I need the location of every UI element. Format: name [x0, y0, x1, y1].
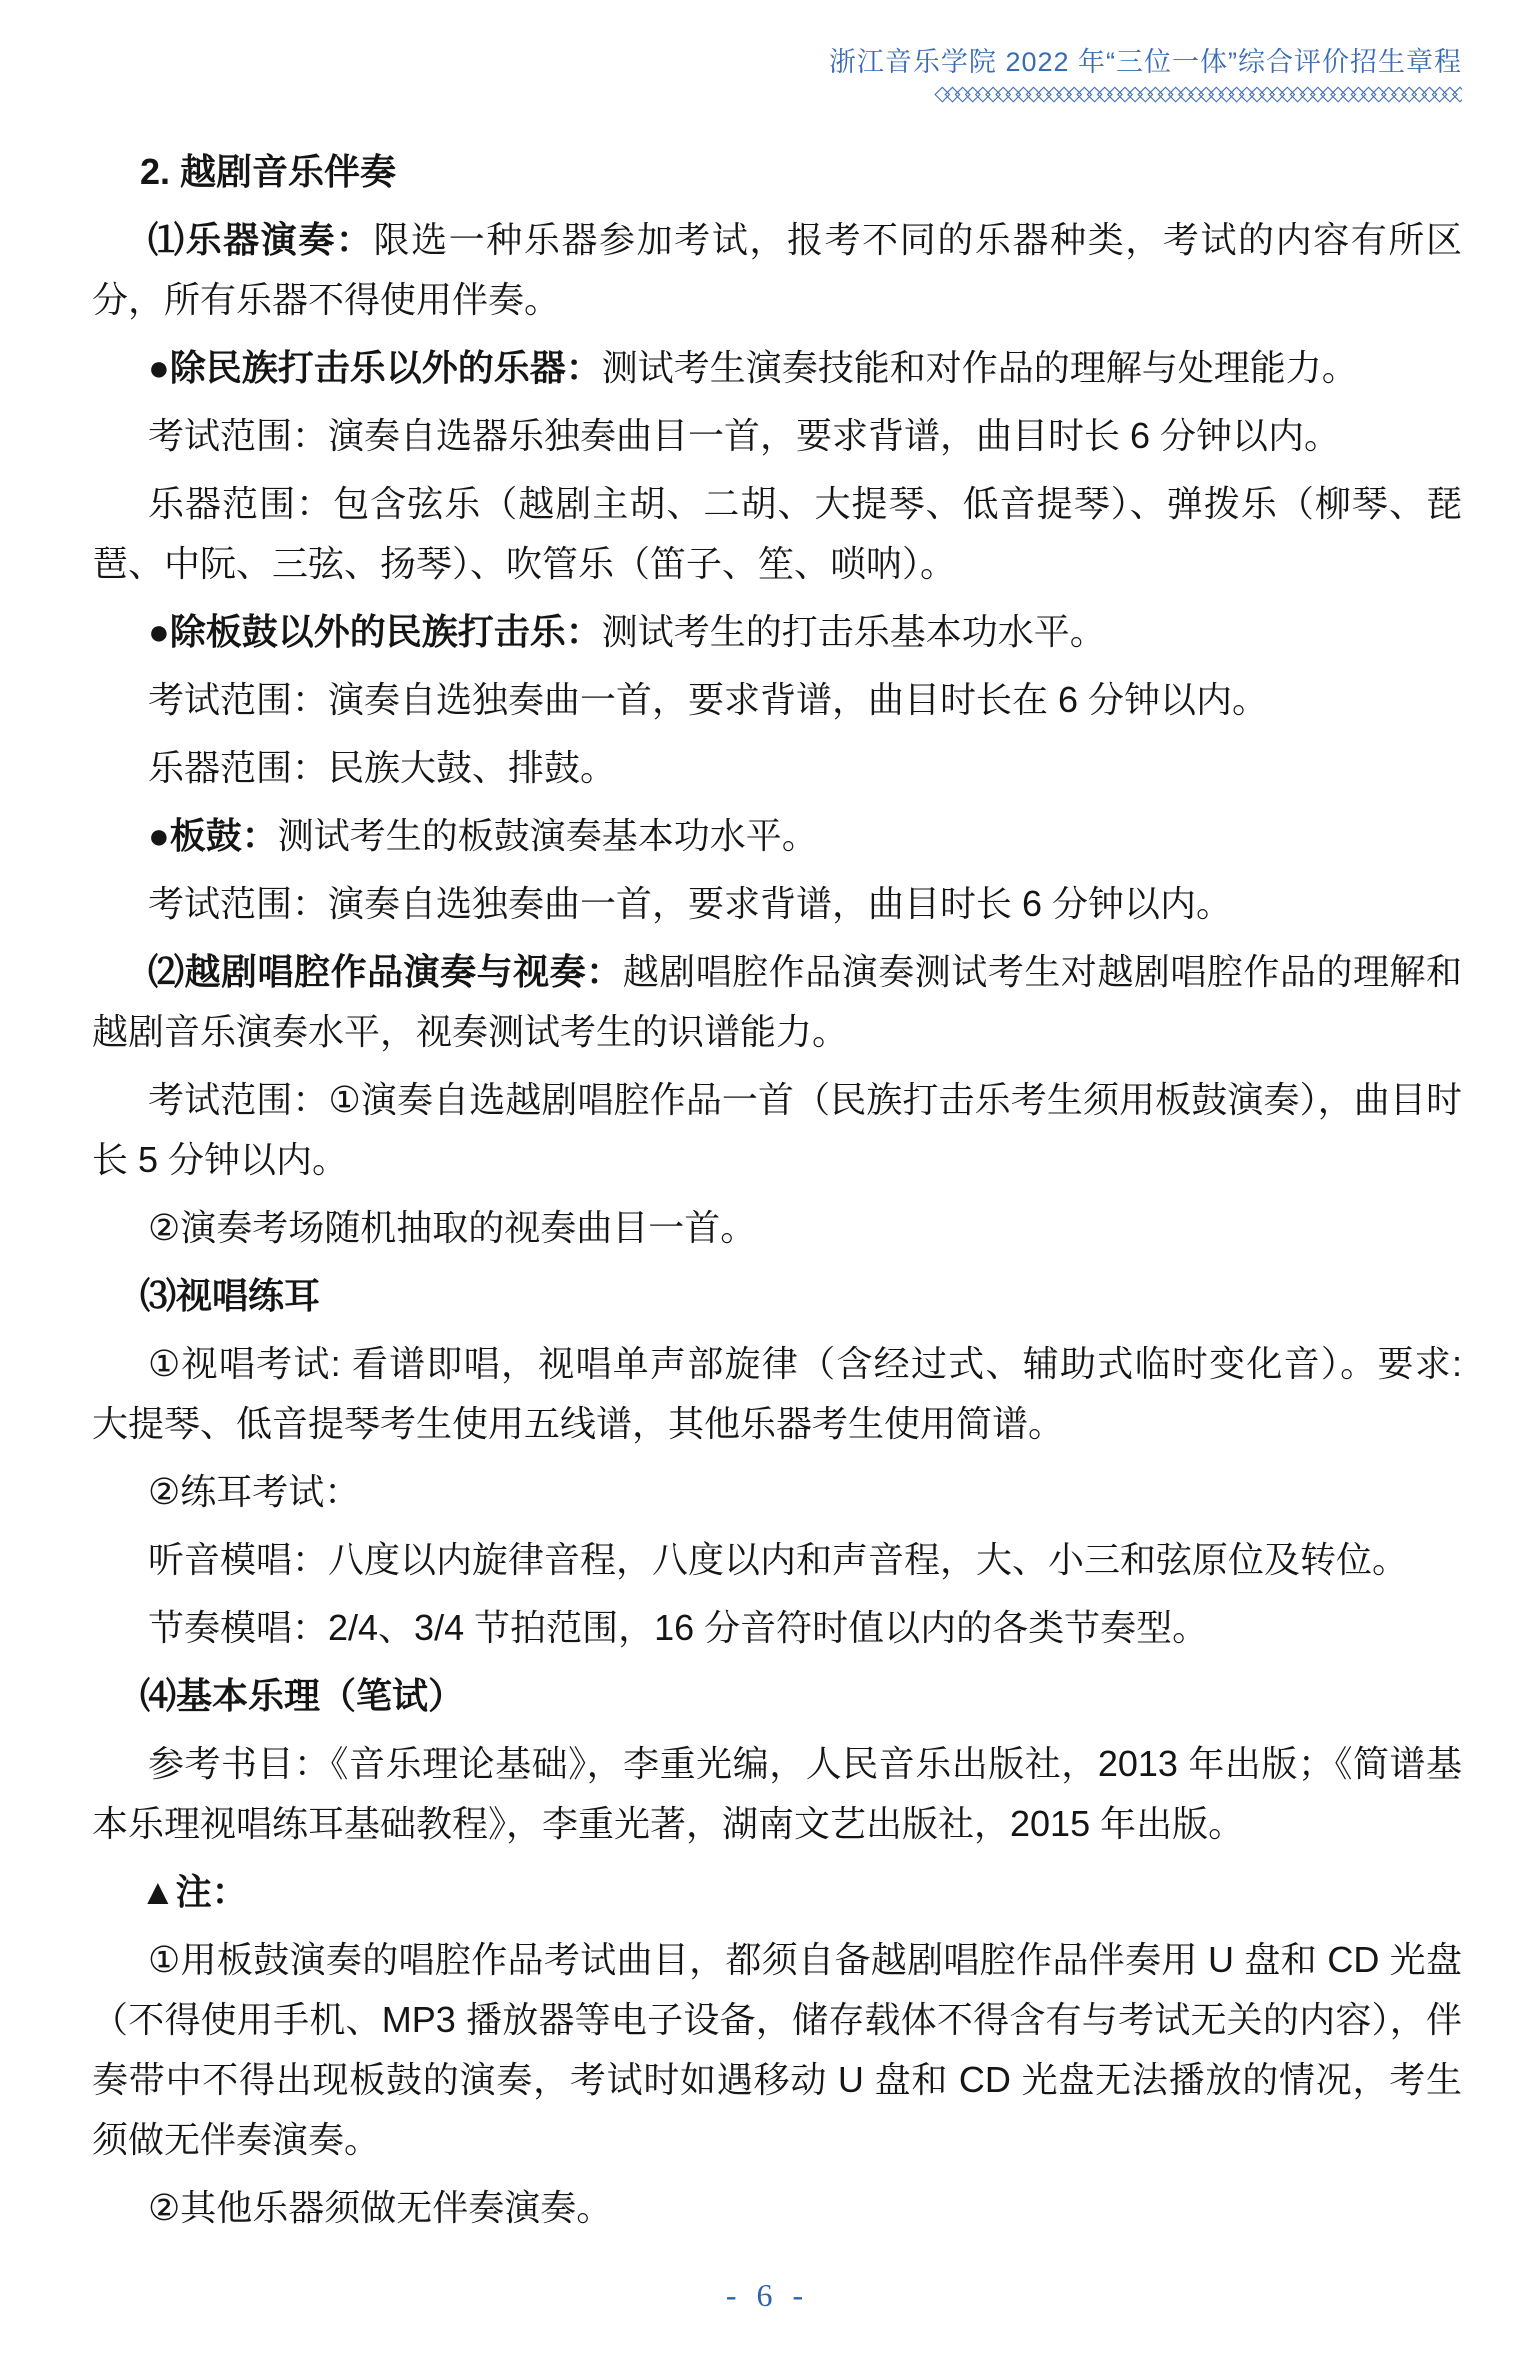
paragraph-lead: ●板鼓： — [148, 815, 278, 856]
paragraph-lead: ⑵越剧唱腔作品演奏与视奏： — [148, 951, 623, 992]
paragraph-text: 乐器范围：包含弦乐（越剧主胡、二胡、大提琴、低音提琴）、弹拨乐（柳琴、琵琶、中阮、三弦、扬琴）、吹管乐（笛子、笙、唢呐）。 — [92, 483, 1462, 584]
paragraph-text: 考试范围：演奏自选独奏曲一首，要求背谱，曲目时长 6 分钟以内。 — [148, 883, 1233, 924]
paragraph — [92, 1598, 1462, 1658]
paragraph — [92, 1530, 1462, 1590]
paragraph-text: ①用板鼓演奏的唱腔作品考试曲目，都须自备越剧唱腔作品伴奏用 U 盘和 CD 光盘（不得使用手机、MP3 播放器等电子设备，储存载体不得含有与考试无关的内容），伴奏带中不得出现板鼓的演奏，考试时如遇移动 U 盘和 CD 光盘无法播放的情况，考生须做无伴奏演奏。 — [92, 1939, 1462, 2160]
paragraph — [92, 806, 1462, 866]
paragraph — [92, 1862, 1462, 1922]
header-decoration-line: ◇◇◇◇◇◇◇◇◇◇◇◇◇◇◇◇◇◇◇◇◇◇◇◇◇◇◇◇◇◇◇◇◇◇◇◇◇◇◇◇◇◇◇◇◇◇◇◇◇◇◇◇ — [934, 82, 1462, 105]
paragraph — [92, 406, 1462, 466]
paragraph — [92, 738, 1462, 798]
paragraph-text: 考试范围：①演奏自选越剧唱腔作品一首（民族打击乐考生须用板鼓演奏），曲目时长 5 分钟以内。 — [92, 1079, 1462, 1180]
page-footer — [0, 2277, 1535, 2314]
paragraph-text: 乐器范围：民族大鼓、排鼓。 — [148, 747, 617, 788]
paragraph-lead: ▲注： — [140, 1871, 248, 1912]
paragraph-text: ②演奏考场随机抽取的视奏曲目一首。 — [148, 1207, 757, 1248]
paragraph-text: 测试考生的打击乐基本功水平。 — [601, 611, 1106, 652]
paragraph-lead: ●除板鼓以外的民族打击乐： — [148, 611, 602, 652]
paragraph — [92, 1266, 1462, 1326]
paragraph — [92, 1334, 1462, 1454]
header-title: 浙江音乐学院 2022 年“三位一体”综合评价招生章程 — [828, 47, 1462, 77]
paragraph-lead: ⑶视唱练耳 — [140, 1275, 321, 1316]
paragraph — [92, 602, 1462, 662]
paragraph-text: 测试考生演奏技能和对作品的理解与处理能力。 — [601, 347, 1358, 388]
paragraph — [92, 1198, 1462, 1258]
paragraph — [92, 874, 1462, 934]
paragraph-lead: ⑴乐器演奏： — [148, 219, 374, 260]
paragraph — [92, 1462, 1462, 1522]
paragraph-text: 考试范围：演奏自选器乐独奏曲目一首，要求背谱，曲目时长 6 分钟以内。 — [148, 415, 1341, 456]
document-body — [0, 106, 1535, 2238]
paragraph — [92, 210, 1462, 330]
paragraph-text: 限选一种乐器参加考试，报考不同的乐器种类，考试的内容有所区分，所有乐器不得使用伴奏。 — [92, 219, 1462, 320]
paragraph — [92, 1666, 1462, 1726]
paragraph-text: 考试范围：演奏自选独奏曲一首，要求背谱，曲目时长在 6 分钟以内。 — [148, 679, 1269, 720]
paragraph-text: ①视唱考试: 看谱即唱，视唱单声部旋律（含经过式、辅助式临时变化音）。要求: 大提琴、低音提琴考生使用五线谱，其他乐器考生使用简谱。 — [92, 1343, 1462, 1444]
paragraph-text: 听音模唱：八度以内旋律音程，八度以内和声音程，大、小三和弦原位及转位。 — [148, 1539, 1409, 1580]
paragraph — [92, 1734, 1462, 1854]
paragraph-text: 节奏模唱：2/4、3/4 节拍范围，16 分音符时值以内的各类节奏型。 — [148, 1607, 1209, 1648]
paragraph-text: 参考书目：《音乐理论基础》，李重光编，人民音乐出版社，2013 年出版；《简谱基本乐理视唱练耳基础教程》，李重光著，湖南文艺出版社，2015 年出版。 — [92, 1743, 1462, 1844]
paragraph — [92, 670, 1462, 730]
paragraph — [92, 474, 1462, 594]
paragraph-lead: ●除民族打击乐以外的乐器： — [148, 347, 602, 388]
paragraph-text: 越剧唱腔作品演奏测试考生对越剧唱腔作品的理解和越剧音乐演奏水平，视奏测试考生的识谱能力。 — [92, 951, 1462, 1052]
paragraph — [92, 942, 1462, 1062]
footer-page-number: - 6 - — [725, 2277, 810, 2313]
paragraph-lead: ⑷基本乐理（笔试） — [140, 1675, 465, 1716]
paragraph-lead: 2. 越剧音乐伴奏 — [140, 151, 397, 192]
paragraph — [92, 2178, 1462, 2238]
paragraph-text: 测试考生的板鼓演奏基本功水平。 — [277, 815, 818, 856]
paragraph-text: ②练耳考试： — [148, 1471, 361, 1512]
paragraph — [92, 338, 1462, 398]
page-header — [0, 0, 1535, 106]
paragraph — [92, 1070, 1462, 1190]
paragraph-text: ②其他乐器须做无伴奏演奏。 — [148, 2187, 613, 2228]
paragraph — [92, 1930, 1462, 2170]
paragraph — [92, 142, 1462, 202]
